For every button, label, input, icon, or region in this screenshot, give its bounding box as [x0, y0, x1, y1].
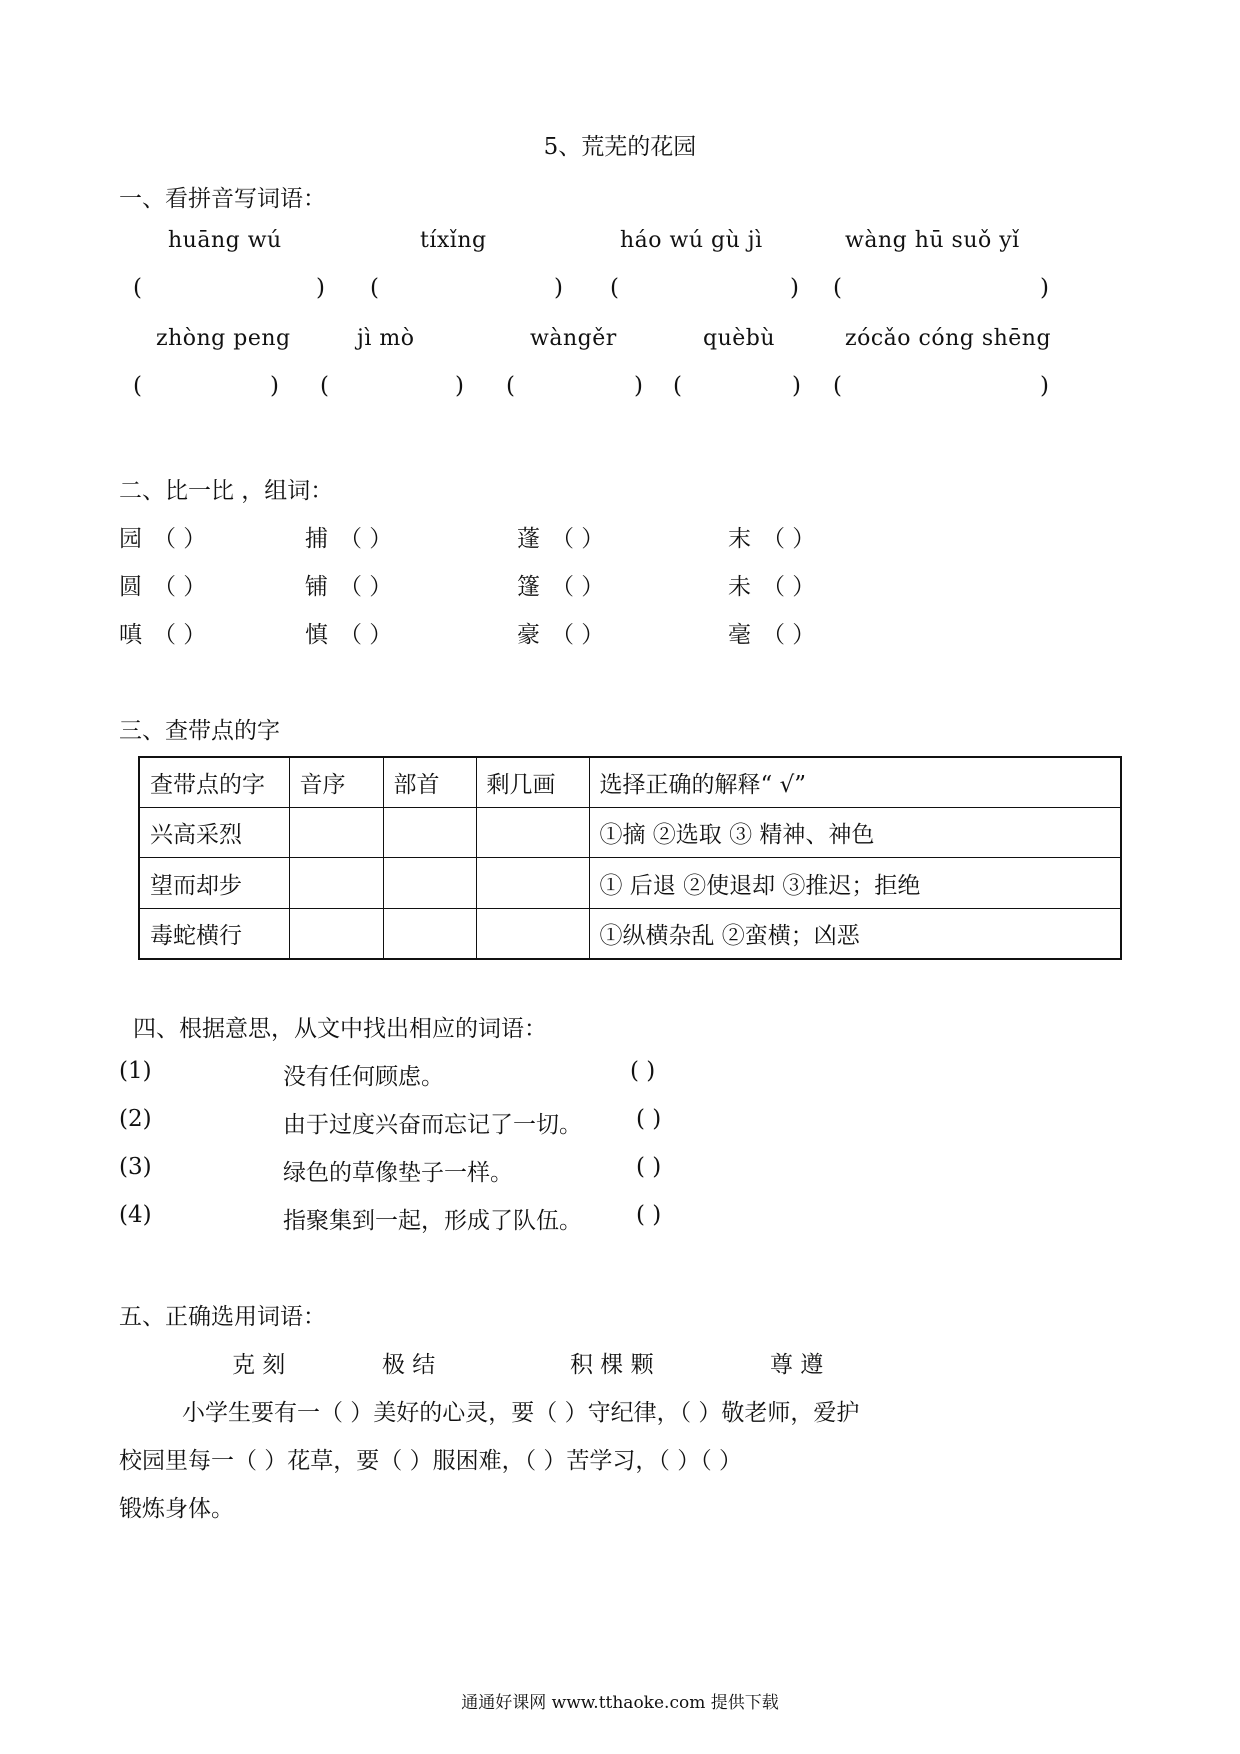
section1-heading: 一、看拼音写词语：	[119, 186, 326, 212]
pinyin-9: zócǎo cóng shēng	[845, 326, 1052, 351]
answer-blank[interactable]: (	[133, 373, 142, 399]
answer-blank[interactable]: （ ）	[762, 526, 816, 552]
word-group: 极 结	[382, 1352, 436, 1378]
item-number: (2)	[119, 1106, 152, 1132]
compare-char: 末	[728, 526, 751, 552]
answer-blank-close: )	[316, 275, 325, 301]
item-text: 没有任何顾虑。	[283, 1064, 444, 1090]
item-number: (1)	[119, 1058, 152, 1084]
compare-char: 铺	[305, 574, 328, 600]
table-row	[139, 858, 1121, 908]
answer-blank[interactable]: (	[673, 373, 682, 399]
table-row	[139, 808, 1121, 858]
pinyin-4: wàng hū suǒ yǐ	[845, 228, 1020, 253]
compare-char: 豪	[517, 622, 540, 648]
answer-blank-close: )	[1040, 275, 1049, 301]
idiom-cell: 望而却步	[139, 858, 289, 908]
answer-blank-close: )	[455, 373, 464, 399]
pinyin-6: jì mò	[357, 326, 415, 351]
pinyin-5: zhòng peng	[156, 326, 291, 351]
item-number: (4)	[119, 1202, 152, 1228]
answer-blank-close: )	[1040, 373, 1049, 399]
options-cell[interactable]: ①纵横杂乱 ②蛮横；凶恶	[589, 908, 1121, 959]
answer-blank[interactable]: （ ）	[551, 622, 605, 648]
answer-blank[interactable]: (	[320, 373, 329, 399]
answer-blank[interactable]: ( )	[630, 1058, 656, 1084]
table-row	[139, 908, 1121, 959]
answer-blank-close: )	[270, 373, 279, 399]
answer-blank[interactable]: ( )	[636, 1154, 662, 1180]
answer-cell[interactable]	[383, 808, 476, 858]
answer-blank[interactable]: （ ）	[762, 574, 816, 600]
options-cell[interactable]: ①摘 ②选取 ③ 精神、神色	[589, 808, 1121, 858]
answer-cell[interactable]	[383, 858, 476, 908]
pinyin-8: quèbù	[703, 326, 776, 351]
word-group: 尊 遵	[770, 1352, 824, 1378]
table-header-cell: 查带点的字	[139, 757, 289, 808]
answer-blank[interactable]: (	[506, 373, 515, 399]
dictionary-table	[138, 756, 1122, 960]
footer-credit: 通通好课网 www.tthaoke.com 提供下载	[461, 1693, 779, 1713]
item-text: 由于过度兴奋而忘记了一切。	[283, 1112, 582, 1138]
answer-blank[interactable]: (	[370, 275, 379, 301]
table-header-cell: 部首	[383, 757, 476, 808]
passage-line: 校园里每一（ ）花草，要（ ）服困难，（ ）苦学习，（ ）（ ）	[119, 1448, 743, 1474]
answer-cell[interactable]	[383, 908, 476, 959]
answer-blank[interactable]: (	[833, 275, 842, 301]
answer-blank[interactable]: （ ）	[551, 526, 605, 552]
idiom-cell: 兴高采烈	[139, 808, 289, 858]
pinyin-3: háo wú gù jì	[620, 228, 763, 253]
answer-cell[interactable]	[476, 858, 589, 908]
answer-cell[interactable]	[476, 908, 589, 959]
answer-blank[interactable]: （ ）	[762, 622, 816, 648]
compare-char: 篷	[517, 574, 540, 600]
passage-line: 锻炼身体。	[119, 1496, 234, 1522]
answer-blank-close: )	[554, 275, 563, 301]
item-text: 指聚集到一起，形成了队伍。	[283, 1208, 582, 1234]
answer-blank[interactable]: （ ）	[153, 526, 207, 552]
compare-char: 圆	[119, 574, 142, 600]
answer-blank[interactable]: （ ）	[339, 574, 393, 600]
compare-char: 未	[728, 574, 751, 600]
answer-blank-close: )	[634, 373, 643, 399]
answer-blank[interactable]: ( )	[636, 1106, 662, 1132]
item-number: (3)	[119, 1154, 152, 1180]
answer-blank[interactable]: (	[133, 275, 142, 301]
table-header-cell: 选择正确的解释“ √”	[589, 757, 1121, 808]
compare-char: 嗔	[119, 622, 142, 648]
answer-cell[interactable]	[289, 908, 383, 959]
word-group: 克 刻	[232, 1352, 286, 1378]
word-group: 积 棵 颗	[570, 1352, 654, 1378]
table-header-cell: 剩几画	[476, 757, 589, 808]
pinyin-2: tíxǐng	[420, 228, 487, 253]
options-cell[interactable]: ① 后退 ②使退却 ③推迟；拒绝	[589, 858, 1121, 908]
table-header-cell: 音序	[289, 757, 383, 808]
section3-heading: 三、查带点的字	[119, 718, 280, 744]
answer-blank[interactable]: （ ）	[153, 622, 207, 648]
answer-cell[interactable]	[289, 858, 383, 908]
answer-blank[interactable]: (	[610, 275, 619, 301]
answer-blank[interactable]: （ ）	[551, 574, 605, 600]
table-header-row	[139, 757, 1121, 808]
answer-blank[interactable]: ( )	[636, 1202, 662, 1228]
answer-blank-close: )	[792, 373, 801, 399]
answer-blank[interactable]: （ ）	[153, 574, 207, 600]
section2-heading: 二、比一比 ，组词：	[119, 478, 334, 504]
answer-blank[interactable]: （ ）	[339, 622, 393, 648]
compare-char: 毫	[728, 622, 751, 648]
answer-blank-close: )	[790, 275, 799, 301]
compare-char: 捕	[305, 526, 328, 552]
item-text: 绿色的草像垫子一样。	[283, 1160, 513, 1186]
answer-blank[interactable]: (	[833, 373, 842, 399]
compare-char: 慎	[305, 622, 328, 648]
compare-char: 蓬	[517, 526, 540, 552]
pinyin-7: wàngěr	[530, 326, 617, 351]
section5-heading: 五、正确选用词语：	[119, 1304, 326, 1330]
section4-heading: 四、根据意思，从文中找出相应的词语：	[133, 1016, 547, 1042]
idiom-cell: 毒蛇横行	[139, 908, 289, 959]
answer-blank[interactable]: （ ）	[339, 526, 393, 552]
compare-char: 园	[119, 526, 142, 552]
pinyin-1: huāng wú	[168, 228, 282, 253]
answer-cell[interactable]	[476, 808, 589, 858]
answer-cell[interactable]	[289, 808, 383, 858]
passage-line: 小学生要有一（ ）美好的心灵，要（ ）守纪律，（ ）敬老师，爱护	[182, 1400, 860, 1426]
page-title: 5、荒芜的花园	[543, 134, 697, 160]
